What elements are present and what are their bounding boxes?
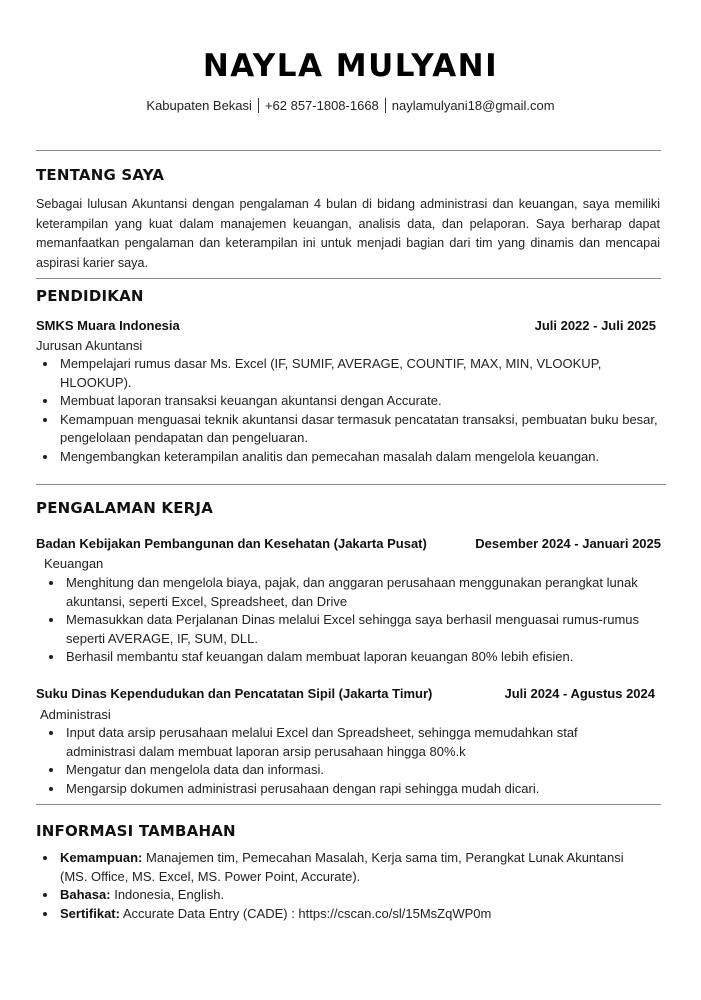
- section-divider: [36, 804, 661, 805]
- contact-line: [0, 98, 701, 113]
- contact-divider: [258, 98, 259, 113]
- job-role: Keuangan: [44, 556, 104, 571]
- item-label: Kemampuan:: [60, 850, 143, 865]
- section-divider: [36, 150, 661, 151]
- experience-section-title: PENGALAMAN KERJA: [36, 499, 214, 517]
- contact-divider: [385, 98, 386, 113]
- education-section-title: PENDIDIKAN: [36, 287, 144, 305]
- list-item: [58, 905, 638, 924]
- email-text: naylamulyani18@gmail.com: [391, 98, 555, 113]
- list-item: • Mengembangkan keterampilan analitis dan pemecahan masalah dalam mengelola keuangan.: [58, 448, 658, 467]
- list-item: • Membuat laporan transaksi keuangan akuntansi dengan Accurate.: [58, 392, 658, 411]
- education-period: Juli 2022 - Juli 2025: [534, 318, 656, 333]
- job-organization: Badan Kebijakan Pembangunan dan Kesehatan (Jakarta Pusat): [36, 536, 427, 551]
- list-item: • Memasukkan data Perjalanan Dinas melalui Excel sehingga saya berhasil menguasai rumus-rumus seperti AVERAGE, IF, SUM, DLL.: [64, 611, 662, 648]
- about-section-title: TENTANG SAYA: [36, 166, 165, 184]
- job-header: [36, 536, 661, 551]
- list-item: [58, 886, 638, 905]
- list-item: • Berhasil membantu staf keuangan dalam membuat laporan keuangan 80% lebih efisien.: [64, 648, 662, 667]
- item-label: Bahasa:: [60, 887, 111, 902]
- item-text: Indonesia, English.: [114, 887, 225, 902]
- job-organization: Suku Dinas Kependudukan dan Pencatatan Sipil (Jakarta Timur): [36, 686, 433, 701]
- list-item: • Mengatur dan mengelola data dan informasi.: [64, 761, 644, 780]
- job-period: Juli 2024 - Agustus 2024: [504, 686, 655, 701]
- education-header: [36, 318, 656, 333]
- job-role: Administrasi: [40, 707, 111, 722]
- school-name: SMKS Muara Indonesia: [36, 318, 180, 333]
- item-text: Accurate Data Entry (CADE) : https://cscan.co/sl/15MsZqWP0m: [122, 905, 492, 921]
- list-item: • Mempelajari rumus dasar Ms. Excel (IF, SUMIF, AVERAGE, COUNTIF, MAX, MIN, VLOOKUP, HLOOKUP).: [58, 355, 658, 392]
- major-text: Jurusan Akuntansi: [36, 338, 143, 353]
- list-item: [58, 849, 638, 886]
- education-bullets: [36, 355, 658, 466]
- job-period: Desember 2024 - Januari 2025: [475, 536, 661, 551]
- list-item: • Menghitung dan mengelola biaya, pajak, dan anggaran perusahaan menggunakan perangkat lunak akuntansi, seperti Excel, Spreadsheet, dan Drive: [64, 574, 662, 611]
- candidate-name: NAYLA MULYANI: [202, 48, 499, 84]
- list-item: • Kemampuan menguasai teknik akuntansi dasar termasuk pencatatan transaksi, pembuatan buku besar, pengelolaan pendapatan dan pengeluaran.: [58, 411, 658, 448]
- section-divider: [36, 484, 666, 485]
- job-bullets: [42, 724, 644, 798]
- location-text: Kabupaten Bekasi: [146, 98, 252, 113]
- additional-section-title: INFORMASI TAMBAHAN: [36, 822, 236, 840]
- item-text: Manajemen tim, Pemecahan Masalah, Kerja sama tim, Perangkat Lunak Akuntansi (MS. Office, MS. Excel, MS. Power Point, Accurate).: [60, 850, 624, 884]
- job-bullets: [42, 574, 662, 667]
- list-item: • Mengarsip dokumen administrasi perusahaan dengan rapi sehingga mudah dicari.: [64, 780, 644, 799]
- phone-text: +62 857-1808-1668: [264, 98, 379, 113]
- list-item: • Input data arsip perusahaan melalui Excel dan Spreadsheet, sehingga memudahkan staf administrasi dalam membuat laporan arsip perusahaan hingga 80%.k: [64, 724, 644, 761]
- additional-bullets: [36, 849, 638, 923]
- item-label: Sertifikat:: [60, 905, 120, 921]
- job-header: [36, 686, 655, 701]
- section-divider: [36, 278, 661, 279]
- about-paragraph: Sebagai lulusan Akuntansi dengan pengalaman 4 bulan di bidang administrasi dan keuangan, saya memiliki keterampilan yang kuat dalam manajemen keuangan, analisis data, dan pelaporan. Saya berharap dapat memanfaatkan pengalaman dan keterampilan ini untuk menjadi bagian dari tim yang dinamis dan mencapai aspirasi karier saya.: [36, 197, 660, 270]
